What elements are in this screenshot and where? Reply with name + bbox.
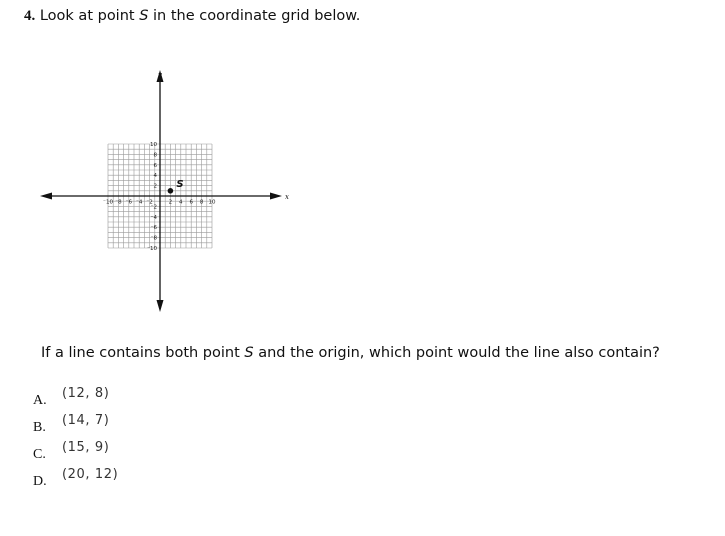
choice-letter: D. — [33, 474, 47, 489]
y-tick-label: ⁻2 — [150, 204, 157, 211]
x-tick-label: ⁻10 — [103, 199, 113, 206]
x-tick-label: 8 — [199, 199, 204, 206]
stem-point-name: S — [244, 345, 254, 361]
y-tick-label: 10 — [150, 142, 157, 148]
question-number: 4. — [24, 8, 36, 24]
y-tick-label: ⁻6 — [150, 225, 157, 232]
choice-d[interactable] — [33, 465, 233, 492]
choice-b[interactable] — [33, 411, 233, 438]
question-point-name: S — [139, 8, 149, 24]
y-tick-label: 6 — [153, 162, 157, 169]
x-tick-label: ⁻4 — [135, 199, 143, 206]
y-tick-label: 4 — [153, 173, 157, 180]
choice-value: (15, 9) — [62, 440, 110, 455]
question-prompt-after: in the coordinate grid below. — [148, 8, 361, 24]
choice-a[interactable] — [33, 384, 233, 411]
y-axis-down-arrow — [157, 300, 164, 312]
x-tick-label: 2 — [168, 199, 173, 206]
choice-letter: A. — [33, 393, 47, 408]
x-tick-label: 6 — [189, 199, 193, 206]
choice-letter: C. — [33, 447, 46, 462]
x-axis-label: x — [285, 193, 289, 201]
choice-value: (14, 7) — [62, 413, 110, 428]
x-axis-right-arrow — [270, 193, 282, 200]
coordinate-grid-figure — [38, 68, 292, 314]
question-stem — [41, 345, 660, 361]
x-axis-left-arrow — [40, 193, 52, 200]
y-tick-label: ⁻4 — [150, 214, 157, 221]
y-axis-label: y — [158, 71, 162, 79]
point-s-dot — [168, 188, 174, 194]
point-s-label: S — [176, 178, 184, 190]
y-tick-label: ⁻10 — [147, 246, 157, 252]
answer-choices — [33, 384, 233, 492]
y-tick-label: 8 — [153, 152, 157, 159]
x-tick-label: ⁻2 — [146, 199, 153, 206]
x-tick-label: ⁻6 — [125, 199, 133, 206]
choice-letter: B. — [33, 420, 46, 435]
choice-value: (20, 12) — [62, 467, 119, 482]
x-tick-label: ⁻8 — [115, 199, 122, 206]
choice-value: (12, 8) — [62, 386, 110, 401]
x-tick-label: 4 — [179, 199, 183, 206]
coordinate-grid — [38, 68, 292, 314]
y-tick-label: 2 — [153, 183, 157, 190]
stem-after: and the origin, which point would the line also contain? — [253, 345, 660, 361]
stem-before: If a line contains both point — [41, 345, 245, 361]
question-header — [24, 8, 360, 25]
y-tick-label: ⁻8 — [150, 235, 157, 242]
choice-c[interactable] — [33, 438, 233, 465]
question-prompt-before: Look at point — [35, 8, 140, 24]
x-tick-label: 10 — [208, 199, 216, 206]
